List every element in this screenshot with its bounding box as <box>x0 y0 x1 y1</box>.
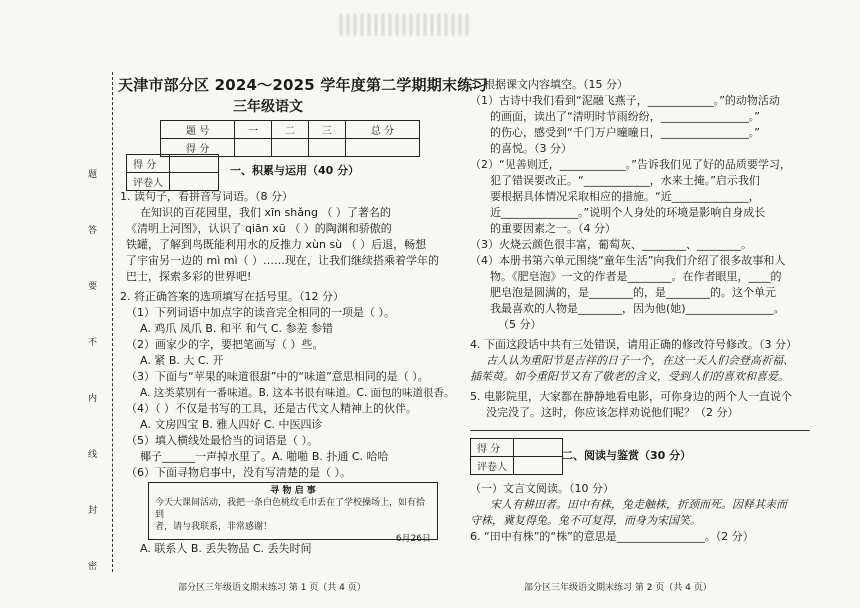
q3-line: 要根据具体情况采取相应的措施。“近______________， <box>490 190 760 203</box>
q4-passage: 古人认为重阳节是吉祥的日子一个，在这一天人们会登高祈福、 <box>486 354 794 367</box>
q3-line: （1）古诗中我们看到“泥融飞燕子，____________。”的动物活动 <box>470 94 780 107</box>
reading-body: 宋人有耕田者。田中有株，兔走触株，折颈而死。因释其耒而 <box>490 498 787 511</box>
grader-score-label: 得 分 <box>471 439 514 457</box>
binding-char: 题 <box>88 170 98 180</box>
reading-title: （一）文言文阅读。（10 分） <box>470 482 614 495</box>
q2-sub: （4）（ ）不仅是书写的工具，还是古代文人精神上的伙伴。 <box>126 402 417 415</box>
grader-box <box>470 438 563 475</box>
exam-subtitle: 三年级语文 <box>233 99 303 115</box>
grader-name-field[interactable] <box>170 173 219 191</box>
q3-line: 物。《肥皂泡》一文的作者是________。在作者眼里，____的 <box>490 270 782 283</box>
page-footer: 部分区三年级语文期末练习 第 2 页（共 4 页） <box>524 583 712 593</box>
score-header-cell: 总 分 <box>345 121 419 139</box>
score-cell[interactable] <box>308 139 345 157</box>
grader-name-field[interactable] <box>514 457 563 475</box>
score-cell[interactable] <box>272 139 309 157</box>
q5-prompt: 5. 电影院里，大家都在静静地看电影，可你身边的两个人一直说个 <box>470 390 792 403</box>
q3-line: （5 分） <box>498 318 542 331</box>
q5-prompt: 没完没了。这时，你应该怎样劝说他们呢？（2 分） <box>486 406 739 419</box>
notice-body: 者，请与我联系，非常感谢！ <box>155 522 273 532</box>
q1-line: 铁罐，了解到鸟既能利用水的反推力 xùn sù （ ）后退，畅想 <box>126 238 427 251</box>
answer-line[interactable] <box>470 430 810 431</box>
binding-char: 内 <box>88 394 98 404</box>
q2-sub: （6）下面寻物启事中，没有写清楚的是（ ）。 <box>126 466 351 479</box>
q2-sub: （3）下面与“苹果的味道很甜”中的“味道”意思相同的是（ ）。 <box>126 370 429 383</box>
score-table <box>160 120 420 157</box>
q3-line: 近______________。”说明个人身处的环境是影响自身成长 <box>490 206 766 219</box>
q2-prompt: 2. 将正确答案的选项填写在括号里。（12 分） <box>120 290 344 303</box>
grader-name-label: 评卷人 <box>471 457 514 475</box>
reading-body: 守株，冀复得兔。兔不可复得，而身为宋国笑。 <box>470 514 701 527</box>
q2-options: 椰子______一声掉水里了。A. 啪啪 B. 扑通 C. 哈哈 <box>140 450 389 463</box>
scan-artifact <box>340 14 470 36</box>
q3-line: 我最喜欢的人物是________，因为他(她)________________。 <box>490 302 785 315</box>
q3-line: 犯了错误要改正。“____________，水来土掩。”启示我们 <box>490 174 760 187</box>
q3-prompt: 3. 根据课文内容填空。（15 分） <box>470 78 628 91</box>
score-header-cell: 二 <box>272 121 309 139</box>
q1-line: 《清明上河图》，认识了 qiān xū （ ）的陶渊和骄傲的 <box>126 222 392 235</box>
binding-text <box>88 170 102 572</box>
q1-line: 巴士，探索多彩的世界吧! <box>126 270 252 283</box>
q2-options: A. 这类菜别有一番味道。B. 这本书很有味道。C. 面包的味道很香。 <box>140 387 455 399</box>
binding-char: 线 <box>88 450 98 460</box>
lost-item-notice <box>148 482 438 544</box>
section-1-title: 一、积累与运用（40 分） <box>230 164 360 177</box>
q6-options: A. 联系人 B. 丢失物品 C. 丢失时间 <box>140 542 312 555</box>
page-2-column <box>470 78 820 598</box>
q3-line: 的重要因素之一。（4 分） <box>490 222 616 235</box>
binding-char: 封 <box>88 506 98 516</box>
q6-prompt: 6. “田中有株”的“株”的意思是________________。（2 分） <box>470 530 754 543</box>
grader-score-label: 得 分 <box>127 155 170 173</box>
exam-title: 天津市部分区 2024～2025 学年度第二学期期末练习 <box>118 76 488 94</box>
score-cell[interactable] <box>345 139 419 157</box>
score-header-cell: 三 <box>308 121 345 139</box>
binding-char: 答 <box>88 226 98 236</box>
q4-prompt: 4. 下面这段话中共有三处错误，请用正确的修改符号修改。（3 分） <box>470 338 797 351</box>
q3-line: （3）火烧云颜色很丰富，葡萄灰、________、________。 <box>470 238 752 251</box>
q2-options: A. 文房四宝 B. 雅人四好 C. 中医四诊 <box>140 418 323 431</box>
q3-line: （4）本册书第六单元围绕“童年生活”向我们介绍了很多故事和人 <box>470 254 786 267</box>
grader-score-field[interactable] <box>514 439 563 457</box>
score-header-cell: 一 <box>235 121 272 139</box>
grader-box <box>126 154 219 191</box>
grader-score-field[interactable] <box>170 155 219 173</box>
page-1-column <box>118 76 488 598</box>
binding-char: 要 <box>88 282 98 292</box>
q1-prompt: 1. 读句子，看拼音写词语。（8 分） <box>120 190 293 203</box>
q3-line: （2）“见善则迁，____________。”告诉我们见了好的品质要学习， <box>470 158 791 171</box>
q3-line: 的喜悦。（3 分） <box>490 142 572 155</box>
q3-line: 肥皂泡是圆满的，是________的，是________的。这个单元 <box>490 286 776 299</box>
notice-date: 6月26日 <box>395 534 431 544</box>
score-header-cell: 题 号 <box>161 121 235 139</box>
q2-sub: （2）画家少的字，要把笔画写（ ）些。 <box>126 338 324 351</box>
notice-title: 寻 物 启 事 <box>270 486 316 496</box>
page-footer: 部分区三年级语文期末练习 第 1 页（共 4 页） <box>178 583 366 593</box>
q4-passage: 插茱萸。如今重阳节又有了敬老的含义，受到人们的喜欢和喜爱。 <box>470 370 789 383</box>
q2-sub: （1）下列词语中加点字的读音完全相同的一项是（ ）。 <box>126 306 395 319</box>
score-label-cell: 得 分 <box>161 139 235 157</box>
notice-body: 今天大课间活动，我把一条白色桃纹毛巾丢在了学校操场上，如有拾到 <box>155 498 426 520</box>
section-2-title: 二、阅读与鉴赏（30 分） <box>562 449 692 462</box>
q3-line: 的画面，读出了“清明时节雨纷纷，________________。” <box>490 110 760 123</box>
grader-name-label: 评卷人 <box>127 173 170 191</box>
binding-line <box>112 72 113 572</box>
binding-char: 不 <box>88 338 98 348</box>
binding-char: 密 <box>88 562 98 572</box>
q1-line: 在知识的百花园里，我们 xīn shǎng （ ）了著名的 <box>140 206 391 219</box>
q2-options: A. 鸡爪 凤爪 B. 和平 和气 C. 参差 参错 <box>140 322 334 335</box>
score-cell[interactable] <box>235 139 272 157</box>
q1-line: 了宇宙另一边的 mì mì（ ）……现在，让我们继续搭乘着学年的 <box>126 254 440 267</box>
q2-sub: （5）填入横线处最恰当的词语是（ ）。 <box>126 434 318 447</box>
q3-line: 的伤心，感受到“千门万户曈曈日，________________。” <box>490 126 760 139</box>
q2-options: A. 紧 B. 大 C. 开 <box>140 354 224 367</box>
